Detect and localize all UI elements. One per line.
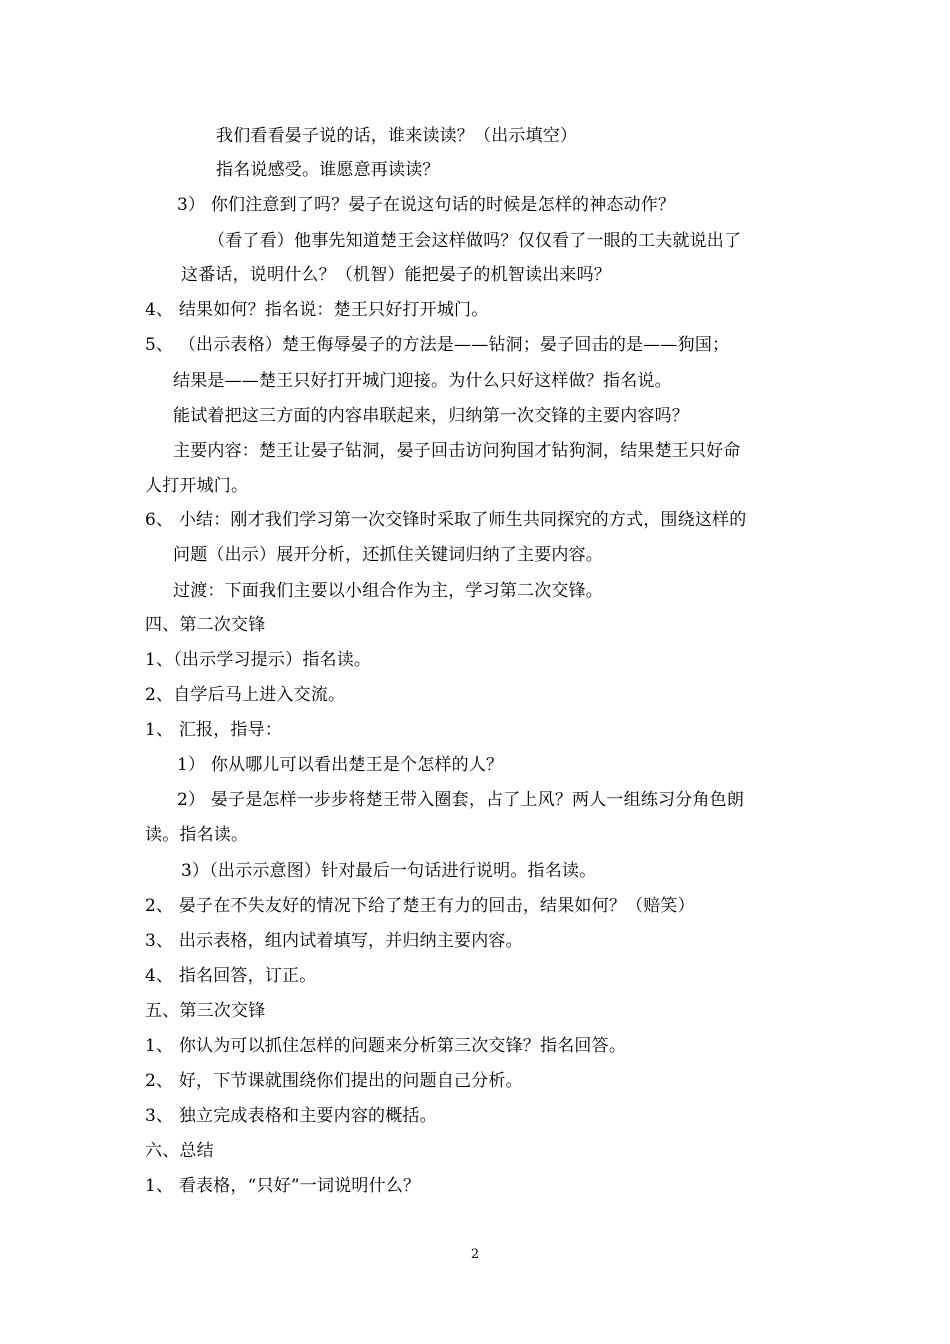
list-item: 4、 指名回答，订正。 — [145, 966, 317, 986]
sub-item: 1） 你从哪儿可以看出楚王是个怎样的人？ — [177, 755, 504, 775]
list-item: 1、 看表格，“只好”一词说明什么？ — [145, 1176, 421, 1196]
text-line: 结果是——楚王只好打开城门迎接。为什么只好这样做？指名说。 — [173, 371, 672, 391]
section-heading: 五、第三次交锋 — [145, 1001, 266, 1021]
sub-item: 3）（出示示意图）针对最后一句话进行说明。指名读。 — [181, 861, 597, 881]
text-line: 人打开城门。 — [145, 476, 249, 496]
text-line: 过渡：下面我们主要以小组合作为主，学习第二次交锋。 — [173, 581, 603, 601]
text-line: （看了看）他事先知道楚王会这样做吗？仅仅看了一眼的工夫就说出了 — [208, 231, 742, 251]
list-item: 6、 小结：刚才我们学习第一次交锋时采取了师生共同探究的方式，围绕这样的 — [145, 510, 747, 530]
list-item: 1、（出示学习提示）指名读。 — [145, 650, 372, 670]
section-heading: 四、第二次交锋 — [145, 615, 266, 635]
text-line: 指名说感受。谁愿意再读读？ — [216, 160, 440, 180]
page-number: 2 — [470, 1247, 480, 1262]
text-line: 问题（出示）展开分析，还抓住关键词归纳了主要内容。 — [173, 545, 603, 565]
list-item: 2、 晏子在不失友好的情况下给了楚王有力的回击，结果如何？（赔笑） — [145, 896, 695, 916]
list-item: 2、自学后马上进入交流。 — [145, 685, 346, 705]
section-heading: 六、总结 — [145, 1141, 214, 1161]
list-item: 2、 好，下节课就围绕你们提出的问题自己分析。 — [145, 1071, 523, 1091]
list-item: 5、 （出示表格）楚王侮辱晏子的方法是——钻洞；晏子回击的是——狗国； — [145, 335, 730, 355]
list-item: 1、 汇报，指导： — [145, 720, 283, 740]
text-line: 3） 你们注意到了吗？晏子在说这句话的时候是怎样的神态动作？ — [177, 195, 676, 215]
text-line: 能试着把这三方面的内容串联起来，归纳第一次交锋的主要内容吗？ — [173, 406, 689, 426]
text-line: 这番话，说明什么？（机智）能把晏子的机智读出来吗？ — [181, 265, 611, 285]
list-item: 3、 出示表格，组内试着填写，并归纳主要内容。 — [145, 931, 523, 951]
list-item: 4、 结果如何？指名说：楚王只好打开城门。 — [145, 300, 489, 320]
sub-item: 2） 晏子是怎样一步步将楚王带入圈套，占了上风？两人一组练习分角色朗 — [177, 790, 745, 810]
text-line: 读。指名读。 — [145, 825, 249, 845]
text-line: 我们看看晏子说的话，谁来读读？（出示填空） — [216, 126, 578, 146]
text-line: 主要内容：楚王让晏子钻洞，晏子回击访问狗国才钻狗洞，结果楚王只好命 — [173, 441, 741, 461]
list-item: 3、 独立完成表格和主要内容的概括。 — [145, 1106, 437, 1126]
list-item: 1、 你认为可以抓住怎样的问题来分析第三次交锋？指名回答。 — [145, 1036, 627, 1056]
